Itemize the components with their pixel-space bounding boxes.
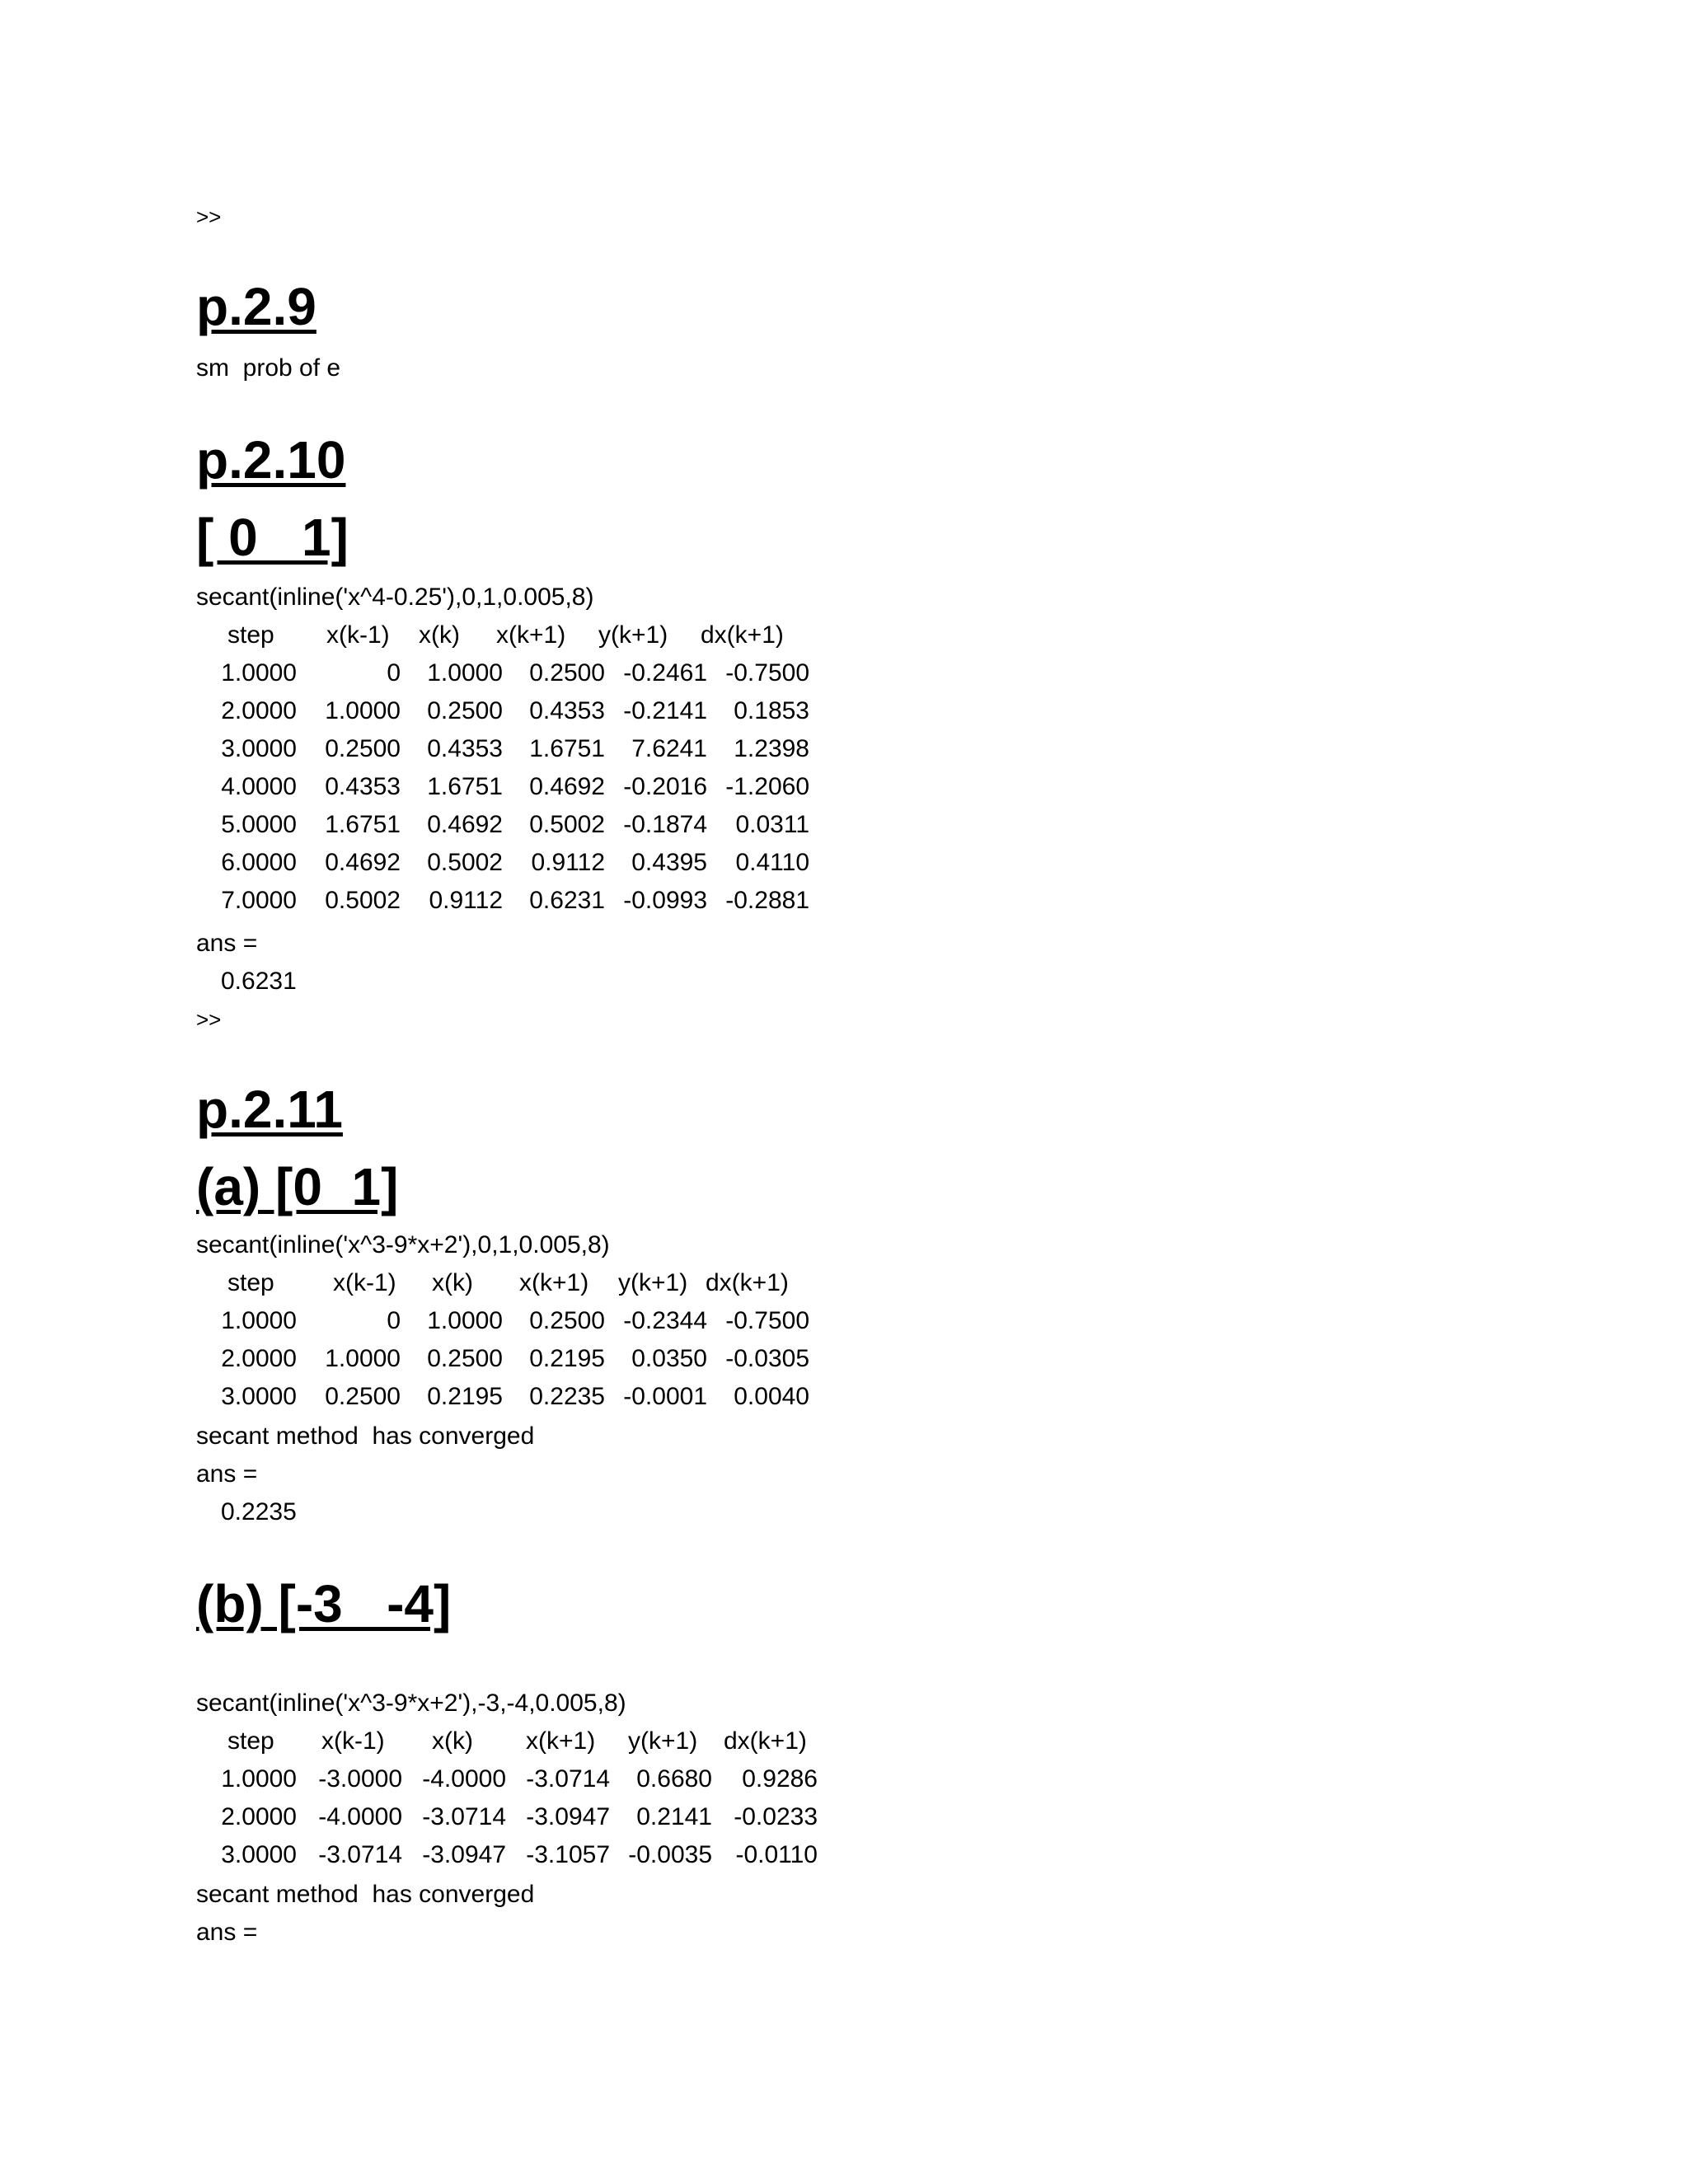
table-cell: 0.2500 <box>427 697 503 724</box>
table-cell: 0.5002 <box>529 811 605 838</box>
note-text: sm prob of e <box>196 354 341 382</box>
table-cell: -0.0233 <box>734 1803 818 1830</box>
table-cell: -0.0035 <box>628 1841 712 1868</box>
table-row <box>196 1843 1350 1881</box>
table-cell: 0.1853 <box>734 697 809 724</box>
table-row <box>196 737 1350 775</box>
table-cell: -3.0000 <box>318 1765 402 1793</box>
table-cell: 1.0000 <box>221 659 297 687</box>
column-header: x(k-1) <box>321 1727 385 1755</box>
column-header: step <box>227 621 274 649</box>
table-cell: 0.4692 <box>325 849 401 876</box>
table-cell: 0.0311 <box>735 811 809 838</box>
column-header: dx(k+1) <box>706 1269 789 1296</box>
column-header: y(k+1) <box>598 621 668 649</box>
column-header: y(k+1) <box>628 1727 698 1755</box>
table-row <box>196 813 1350 851</box>
command-line: secant(inline('x^4-0.25'),0,1,0.005,8) <box>196 583 594 611</box>
table-cell: 0.2141 <box>636 1803 712 1830</box>
table-cell: 4.0000 <box>221 773 297 800</box>
table-cell: 1.6751 <box>529 735 605 762</box>
table-cell: 3.0000 <box>221 1383 297 1410</box>
table-cell: 0.4395 <box>631 849 707 876</box>
table-cell: 3.0000 <box>221 735 297 762</box>
table-cell: 0 <box>387 659 401 687</box>
table-cell: 7.0000 <box>221 887 297 914</box>
table-cell: 0.2500 <box>529 1307 605 1334</box>
table-cell: 0.2235 <box>529 1383 605 1410</box>
table-cell: 0.9112 <box>531 849 605 876</box>
converged-message: secant method has converged <box>196 1422 535 1450</box>
table-row <box>196 1385 1350 1422</box>
table-row <box>196 1309 1350 1347</box>
table-cell: -0.2141 <box>623 697 707 724</box>
column-header: x(k+1) <box>496 621 566 649</box>
command-prompt: >> <box>196 204 222 229</box>
table-cell: -0.2016 <box>623 773 707 800</box>
table-header-row <box>196 623 1350 661</box>
heading-p-2-10: p.2.10 <box>196 430 346 490</box>
ans-label: ans = <box>196 1919 258 1946</box>
column-header: x(k-1) <box>333 1269 396 1296</box>
table-cell: 2.0000 <box>221 1345 297 1372</box>
table-cell: -0.0993 <box>623 887 707 914</box>
table-cell: 1.0000 <box>221 1765 297 1793</box>
table-cell: 1.0000 <box>325 1345 401 1372</box>
table-cell: 0.4692 <box>427 811 503 838</box>
table-cell: -4.0000 <box>318 1803 402 1830</box>
table-cell: 0.0040 <box>734 1383 809 1410</box>
table-header-row <box>196 1729 1350 1767</box>
column-header: step <box>227 1727 274 1755</box>
table-cell: -0.0110 <box>735 1841 818 1868</box>
command-line: secant(inline('x^3-9*x+2'),0,1,0.005,8) <box>196 1231 610 1258</box>
table-cell: -0.0305 <box>725 1345 809 1372</box>
converged-message: secant method has converged <box>196 1881 535 1908</box>
column-header: dx(k+1) <box>724 1727 807 1755</box>
table-cell: 1.0000 <box>221 1307 297 1334</box>
table-cell: -3.0714 <box>422 1803 506 1830</box>
table-cell: 1.2398 <box>734 735 809 762</box>
table-cell: 0.6680 <box>636 1765 712 1793</box>
ans-value: 0.2235 <box>221 1498 297 1526</box>
table-row <box>196 775 1350 813</box>
table-cell: 0.5002 <box>325 887 401 914</box>
table-cell: 2.0000 <box>221 697 297 724</box>
table-cell: -3.0714 <box>526 1765 610 1793</box>
table-cell: -3.0714 <box>318 1841 402 1868</box>
heading-p-2-9: p.2.9 <box>196 277 316 336</box>
table-cell: 0.4110 <box>735 849 809 876</box>
column-header: x(k) <box>419 621 460 649</box>
table-cell: 0.2195 <box>427 1383 503 1410</box>
table-cell: 3.0000 <box>221 1841 297 1868</box>
table-cell: 0.4353 <box>325 773 401 800</box>
column-header: x(k) <box>432 1727 473 1755</box>
table-cell: 1.6751 <box>325 811 401 838</box>
heading-p-2-11: p.2.11 <box>196 1080 343 1139</box>
table-row <box>196 1767 1350 1805</box>
table-cell: -0.7500 <box>725 1307 809 1334</box>
table-cell: 0.6231 <box>529 887 605 914</box>
column-header: x(k+1) <box>526 1727 596 1755</box>
column-header: dx(k+1) <box>701 621 784 649</box>
table-cell: 5.0000 <box>221 811 297 838</box>
table-cell: -3.0947 <box>526 1803 610 1830</box>
heading-part-b: (b) [-3 -4] <box>196 1574 452 1633</box>
table-cell: 0.4353 <box>427 735 503 762</box>
command-line: secant(inline('x^3-9*x+2'),-3,-4,0.005,8) <box>196 1690 626 1717</box>
table-cell: 0.2500 <box>325 1383 401 1410</box>
table-cell: 0.2500 <box>427 1345 503 1372</box>
table-row <box>196 699 1350 737</box>
column-header: x(k) <box>432 1269 473 1296</box>
ans-label: ans = <box>196 1460 258 1488</box>
table-cell: 0.0350 <box>631 1345 707 1372</box>
table-cell: -4.0000 <box>422 1765 506 1793</box>
column-header: x(k+1) <box>519 1269 589 1296</box>
table-cell: 0.9286 <box>742 1765 818 1793</box>
table-cell: 0 <box>387 1307 401 1334</box>
table-header-row <box>196 1271 1350 1309</box>
ans-label: ans = <box>196 930 258 957</box>
table-cell: -3.0947 <box>422 1841 506 1868</box>
table-cell: 0.4692 <box>529 773 605 800</box>
table-cell: 0.2500 <box>529 659 605 687</box>
table-cell: 0.2195 <box>529 1345 605 1372</box>
table-cell: -0.2881 <box>725 887 809 914</box>
interval-heading-p-2-10: [ 0 1] <box>196 508 349 567</box>
table-cell: -3.1057 <box>526 1841 610 1868</box>
table-cell: -0.2461 <box>623 659 707 687</box>
table-cell: 0.2500 <box>325 735 401 762</box>
table-cell: -0.2344 <box>623 1307 707 1334</box>
table-cell: -0.7500 <box>725 659 809 687</box>
table-row <box>196 1347 1350 1385</box>
table-row <box>196 888 1350 926</box>
table-cell: -1.2060 <box>725 773 809 800</box>
table-cell: 6.0000 <box>221 849 297 876</box>
table-row <box>196 851 1350 888</box>
table-row <box>196 661 1350 699</box>
table-cell: -0.0001 <box>623 1383 707 1410</box>
table-cell: 0.9112 <box>429 887 503 914</box>
column-header: y(k+1) <box>618 1269 688 1296</box>
table-cell: -0.1874 <box>623 811 707 838</box>
command-prompt: >> <box>196 1007 222 1032</box>
table-cell: 1.0000 <box>427 659 503 687</box>
table-cell: 1.6751 <box>427 773 503 800</box>
table-cell: 1.0000 <box>427 1307 503 1334</box>
ans-value: 0.6231 <box>221 968 297 995</box>
table-cell: 2.0000 <box>221 1803 297 1830</box>
column-header: step <box>227 1269 274 1296</box>
table-cell: 0.5002 <box>427 849 503 876</box>
table-cell: 0.4353 <box>529 697 605 724</box>
heading-part-a: (a) [0 1] <box>196 1157 399 1216</box>
table-cell: 7.6241 <box>631 735 707 762</box>
column-header: x(k-1) <box>326 621 390 649</box>
table-cell: 1.0000 <box>325 697 401 724</box>
table-row <box>196 1805 1350 1843</box>
